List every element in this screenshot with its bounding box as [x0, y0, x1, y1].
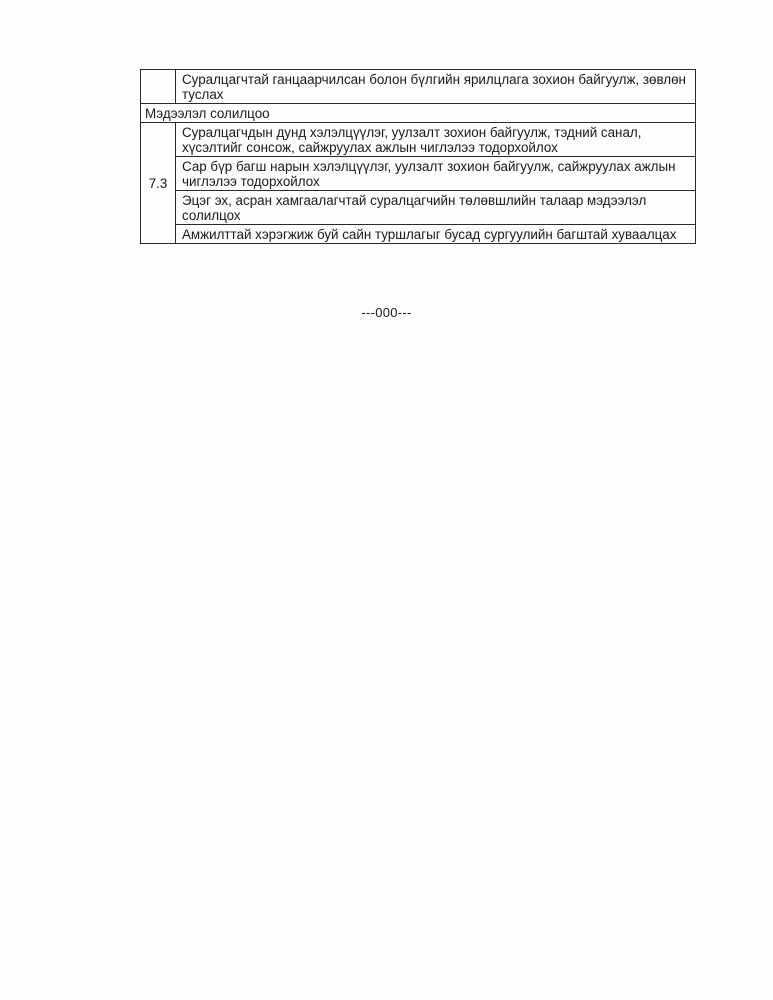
section-number: 7.3	[141, 123, 176, 244]
activity-text: Суралцагчтай ганцаарчилсан болон бүлгийн ярилцлага зохион байгуулж, зөвлөн туслах	[176, 70, 696, 104]
activity-text: Эцэг эх, асран хамгаалагчтай суралцагчийн төлөвшлийн талаар мэдээлэл солилцох	[176, 191, 696, 225]
activity-text: Амжилттай хэрэгжиж буй сайн туршлагыг бусад сургуулийн багштай хуваалцах	[176, 225, 696, 244]
table-row	[141, 123, 696, 157]
section-title: Мэдээлэл солилцоо	[141, 104, 696, 123]
activity-table	[140, 69, 696, 244]
table-row	[141, 225, 696, 244]
activity-text: Суралцагчдын дунд хэлэлцүүлэг, уулзалт зохион байгуулж, тэдний санал, хүсэлтийг сонсож, сайжруулах ажлын чиглэлээ тодорхойлох	[176, 123, 696, 157]
table-row	[141, 191, 696, 225]
end-of-document-mark: ---000---	[361, 305, 412, 320]
row-number-cell	[141, 70, 176, 104]
activity-text: Сар бүр багш нарын хэлэлцүүлэг, уулзалт зохион байгуулж, сайжруулах ажлын чиглэлээ тодорхойлох	[176, 157, 696, 191]
table-row	[141, 70, 696, 104]
table-row	[141, 157, 696, 191]
section-header-row	[141, 104, 696, 123]
